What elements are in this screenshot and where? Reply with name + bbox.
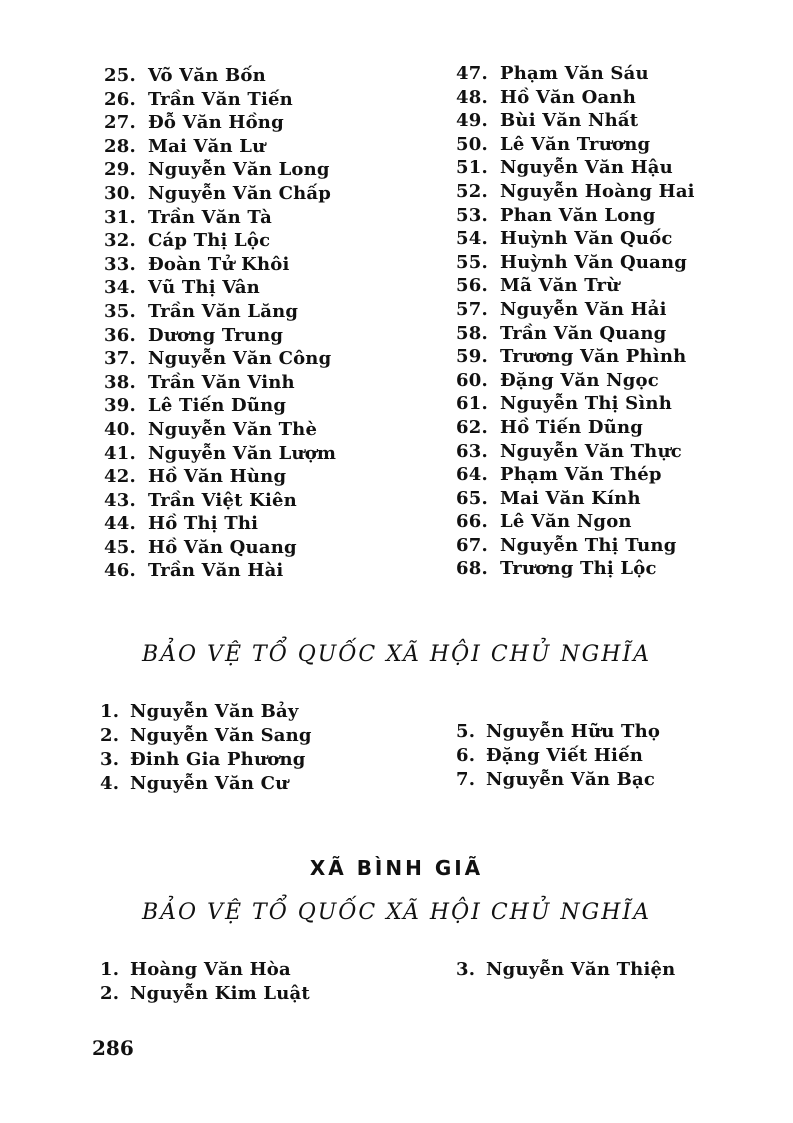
- item-number: 64.: [456, 464, 488, 486]
- item-number: 1.: [100, 701, 120, 722]
- person-name: Nguyễn Văn Lượm: [148, 442, 337, 464]
- list-item: [104, 88, 336, 112]
- item-number: 25.: [104, 65, 136, 86]
- item-number: 26.: [104, 88, 136, 110]
- person-name: Nguyễn Hữu Thọ: [486, 721, 661, 742]
- person-name: Đoàn Tử Khôi: [148, 253, 290, 275]
- person-name: Hồ Tiến Dũng: [500, 416, 644, 438]
- item-number: 40.: [104, 418, 136, 440]
- person-name: Lê Tiến Dũng: [148, 395, 287, 417]
- person-name: Nguyễn Văn Sang: [130, 725, 312, 746]
- item-number: 58.: [456, 322, 488, 344]
- item-number: 56.: [456, 275, 488, 297]
- item-number: 31.: [104, 206, 136, 228]
- person-name: Nguyễn Văn Long: [148, 159, 330, 181]
- section-heading-defense: BẢO VỆ TỔ QUỐC XÃ HỘI CHỦ NGHĨA: [142, 642, 651, 667]
- defense-list-right: [456, 720, 660, 792]
- list-item: [104, 111, 336, 135]
- list-item: [104, 371, 336, 395]
- commune-list-left: [100, 958, 310, 1006]
- list-item: [100, 724, 312, 748]
- person-name: Nguyễn Thị Sình: [500, 393, 672, 415]
- person-name: Nguyễn Kim Luật: [130, 983, 310, 1004]
- list-item: [104, 489, 336, 513]
- item-number: 3.: [100, 749, 120, 770]
- list-item: [456, 392, 695, 416]
- list-item: [456, 463, 695, 487]
- list-item: [104, 465, 336, 489]
- item-number: 42.: [104, 466, 136, 488]
- list-item: [456, 86, 695, 110]
- person-name: Trần Văn Lăng: [148, 300, 299, 322]
- item-number: 30.: [104, 182, 136, 204]
- item-number: 61.: [456, 393, 488, 415]
- item-number: 6.: [456, 745, 476, 766]
- item-number: 50.: [456, 133, 488, 155]
- item-number: 41.: [104, 442, 136, 464]
- list-item: [104, 442, 336, 466]
- item-number: 5.: [456, 721, 476, 742]
- person-name: Hồ Văn Hùng: [148, 466, 287, 488]
- list-item: [104, 536, 336, 560]
- item-number: 33.: [104, 253, 136, 275]
- person-name: Trương Văn Phình: [500, 346, 687, 368]
- list-item: [456, 510, 695, 534]
- item-number: 51.: [456, 157, 488, 179]
- list-item: [104, 559, 336, 583]
- list-item: [100, 700, 312, 724]
- person-name: Nguyễn Văn Thực: [500, 440, 682, 462]
- item-number: 47.: [456, 63, 488, 84]
- list-item: [456, 744, 660, 768]
- item-number: 63.: [456, 440, 488, 462]
- list-item: [104, 135, 336, 159]
- item-number: 1.: [100, 959, 120, 980]
- list-item: [456, 109, 695, 133]
- page-number: 286: [92, 1036, 134, 1060]
- person-name: Nguyễn Hoàng Hai: [500, 180, 695, 202]
- person-name: Trần Văn Quang: [500, 322, 667, 344]
- list-item: [456, 322, 695, 346]
- list-item: [100, 748, 312, 772]
- item-number: 53.: [456, 204, 488, 226]
- list-item: [456, 768, 660, 792]
- list-item: [456, 156, 695, 180]
- person-name: Hồ Thị Thi: [148, 513, 259, 535]
- list-item: [456, 133, 695, 157]
- item-number: 39.: [104, 395, 136, 417]
- item-number: 43.: [104, 489, 136, 511]
- person-name: Cáp Thị Lộc: [148, 230, 271, 252]
- item-number: 36.: [104, 324, 136, 346]
- person-name: Đỗ Văn Hồng: [148, 112, 284, 134]
- person-name: Phan Văn Long: [500, 204, 656, 226]
- item-number: 48.: [456, 86, 488, 108]
- item-number: 37.: [104, 348, 136, 370]
- list-item: [100, 772, 312, 796]
- person-name: Nguyễn Văn Bảy: [130, 701, 299, 722]
- person-name: Đinh Gia Phương: [130, 749, 306, 770]
- item-number: 54.: [456, 228, 488, 250]
- item-number: 27.: [104, 112, 136, 134]
- item-number: 45.: [104, 536, 136, 558]
- list-item: [104, 347, 336, 371]
- item-number: 2.: [100, 725, 120, 746]
- list-item: [104, 64, 336, 88]
- item-number: 57.: [456, 298, 488, 320]
- person-name: Nguyễn Thị Tung: [500, 534, 677, 556]
- defense-list-left: [100, 700, 312, 796]
- item-number: 60.: [456, 369, 488, 391]
- item-number: 28.: [104, 135, 136, 157]
- list-item: [104, 394, 336, 418]
- section-heading-commune: BẢO VỆ TỔ QUỐC XÃ HỘI CHỦ NGHĨA: [142, 900, 651, 925]
- list-item: [456, 227, 695, 251]
- item-number: 67.: [456, 534, 488, 556]
- name-list-left-column: [104, 64, 336, 583]
- item-number: 65.: [456, 487, 488, 509]
- item-number: 46.: [104, 560, 136, 582]
- list-item: [456, 487, 695, 511]
- person-name: Nguyễn Văn Bạc: [486, 769, 656, 790]
- name-list-right-column: [456, 62, 695, 581]
- person-name: Trần Văn Tà: [148, 206, 272, 228]
- person-name: Nguyễn Văn Chấp: [148, 182, 332, 204]
- person-name: Lê Văn Ngon: [500, 511, 632, 533]
- list-item: [104, 512, 336, 536]
- person-name: Mã Văn Trừ: [500, 275, 620, 297]
- item-number: 62.: [456, 416, 488, 438]
- list-item: [104, 158, 336, 182]
- person-name: Trần Việt Kiên: [148, 489, 297, 511]
- list-item: [456, 180, 695, 204]
- list-item: [456, 534, 695, 558]
- list-item: [456, 369, 695, 393]
- person-name: Vũ Thị Vân: [148, 277, 260, 299]
- list-item: [104, 324, 336, 348]
- list-item: [456, 274, 695, 298]
- list-item: [104, 253, 336, 277]
- item-number: 4.: [100, 773, 120, 794]
- person-name: Hồ Văn Oanh: [500, 86, 636, 108]
- person-name: Nguyễn Văn Hậu: [500, 157, 673, 179]
- list-item: [456, 298, 695, 322]
- person-name: Đặng Văn Ngọc: [500, 369, 659, 391]
- list-item: [456, 720, 660, 744]
- person-name: Nguyễn Văn Hải: [500, 298, 667, 320]
- person-name: Nguyễn Văn Công: [148, 348, 332, 370]
- person-name: Nguyễn Văn Thè: [148, 418, 318, 440]
- person-name: Nguyễn Văn Cư: [130, 773, 289, 794]
- item-number: 35.: [104, 300, 136, 322]
- list-item: [456, 416, 695, 440]
- person-name: Đặng Viết Hiến: [486, 745, 644, 766]
- item-number: 34.: [104, 277, 136, 299]
- list-item: [104, 418, 336, 442]
- commune-list-right: [456, 958, 675, 982]
- person-name: Trần Văn Tiến: [148, 88, 293, 110]
- person-name: Trần Văn Vinh: [148, 371, 295, 393]
- person-name: Phạm Văn Sáu: [500, 63, 649, 84]
- item-number: 7.: [456, 769, 476, 790]
- list-item: [456, 251, 695, 275]
- person-name: Dương Trung: [148, 324, 284, 346]
- list-item: [456, 557, 695, 581]
- list-item: [100, 958, 310, 982]
- person-name: Phạm Văn Thép: [500, 464, 662, 486]
- item-number: 32.: [104, 230, 136, 252]
- item-number: 66.: [456, 511, 488, 533]
- person-name: Trương Thị Lộc: [500, 558, 657, 580]
- person-name: Hồ Văn Quang: [148, 536, 297, 558]
- item-number: 49.: [456, 110, 488, 132]
- person-name: Lê Văn Trương: [500, 133, 651, 155]
- item-number: 3.: [456, 959, 476, 980]
- item-number: 29.: [104, 159, 136, 181]
- item-number: 68.: [456, 558, 488, 580]
- commune-title: XÃ BÌNH GIÃ: [309, 856, 484, 880]
- person-name: Mai Văn Kính: [500, 487, 641, 509]
- person-name: Hoàng Văn Hòa: [130, 959, 291, 980]
- person-name: Huỳnh Văn Quang: [500, 251, 688, 273]
- person-name: Trần Văn Hài: [148, 560, 284, 582]
- list-item: [104, 229, 336, 253]
- list-item: [456, 958, 675, 982]
- person-name: Mai Văn Lư: [148, 135, 266, 157]
- person-name: Nguyễn Văn Thiện: [486, 959, 676, 980]
- list-item: [456, 62, 695, 86]
- item-number: 55.: [456, 251, 488, 273]
- list-item: [104, 276, 336, 300]
- item-number: 38.: [104, 371, 136, 393]
- person-name: Võ Văn Bốn: [148, 65, 266, 86]
- list-item: [104, 206, 336, 230]
- list-item: [456, 440, 695, 464]
- person-name: Bùi Văn Nhất: [500, 110, 639, 132]
- list-item: [456, 204, 695, 228]
- list-item: [104, 182, 336, 206]
- person-name: Huỳnh Văn Quốc: [500, 228, 673, 250]
- item-number: 44.: [104, 513, 136, 535]
- item-number: 52.: [456, 180, 488, 202]
- list-item: [456, 345, 695, 369]
- item-number: 59.: [456, 346, 488, 368]
- list-item: [100, 982, 310, 1006]
- item-number: 2.: [100, 983, 120, 1004]
- list-item: [104, 300, 336, 324]
